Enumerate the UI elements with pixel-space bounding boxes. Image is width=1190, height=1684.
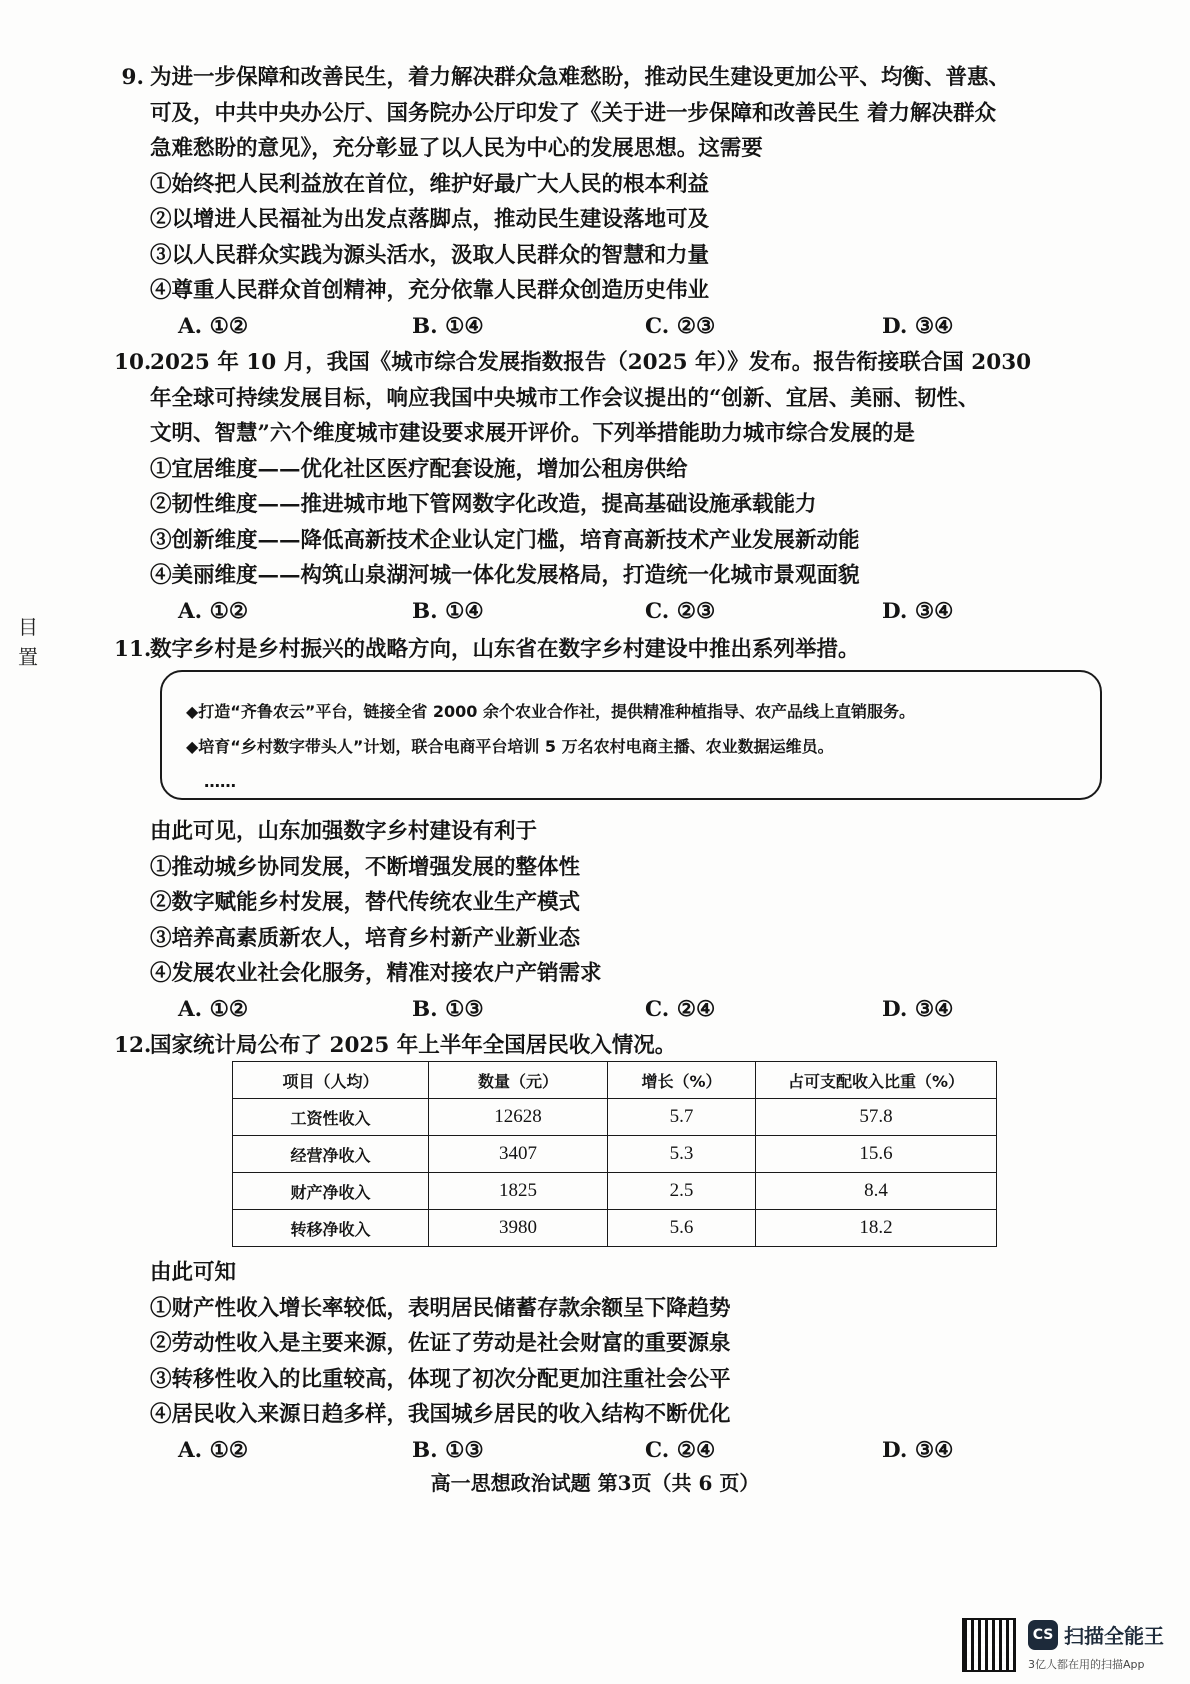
table-row: [233, 1173, 997, 1210]
table-cell: 经营净收入: [233, 1136, 429, 1173]
statement-2: ②数字赋能乡村发展，替代传统农业生产模式: [150, 890, 581, 915]
stem-line: 文明、智慧”六个维度城市建设要求展开评价。下列举措能助力城市综合发展的是: [150, 421, 915, 446]
answer-options: [150, 309, 1010, 345]
camscanner-logo: CS: [1028, 1620, 1058, 1650]
table-header-row: [233, 1062, 997, 1099]
table-cell: 18.2: [756, 1210, 997, 1247]
stem-line: 数字乡村是乡村振兴的战略方向，山东省在数字乡村建设中推出系列举措。: [150, 637, 860, 662]
stem-line: 急难愁盼的意见》，充分彰显了以人民为中心的发展思想。这需要: [150, 136, 763, 161]
statement-4: ④美丽维度——构筑山泉湖河城一体化发展格局，打造统一化城市景观面貌: [150, 563, 860, 588]
table-cell: 2.5: [608, 1173, 756, 1210]
question-11-stem: [114, 632, 860, 668]
stem-line: 2025 年 10 月，我国《城市综合发展指数报告（2025 年）》发布。报告衔接联合国 2030: [150, 350, 1032, 375]
option-a[interactable]: A. ①②: [178, 313, 249, 339]
statement-2: ②劳动性收入是主要来源，佐证了劳动是社会财富的重要源泉: [150, 1331, 731, 1356]
material-ellipsis: ……: [204, 772, 236, 791]
table-cell: 5.6: [608, 1210, 756, 1247]
question-11-body: [150, 814, 954, 1027]
option-c[interactable]: C. ②④: [645, 1437, 716, 1463]
material-line: ◆打造“齐鲁农云”平台，链接全省 2000 余个农业合作社，提供精准种植指导、农产品线上直销服务。: [186, 702, 916, 721]
answer-options: [150, 1433, 954, 1469]
material-box: [160, 670, 1102, 800]
option-c[interactable]: C. ②③: [645, 313, 716, 339]
statement-1: ①宜居维度——优化社区医疗配套设施，增加公租房供给: [150, 456, 688, 482]
column-header: 项目（人均）: [233, 1062, 429, 1099]
table-cell: 1825: [429, 1173, 608, 1210]
table-cell: 15.6: [756, 1136, 997, 1173]
question-number: 11.: [114, 637, 152, 662]
question-9: [121, 60, 1011, 344]
question-number: 10.: [114, 350, 152, 375]
option-d[interactable]: D. ③④: [882, 598, 954, 624]
column-header: 增长（%）: [608, 1062, 756, 1099]
question-number: 9.: [121, 65, 144, 90]
table-row: [233, 1136, 997, 1173]
stem-line: 可及，中共中央办公厅、国务院办公厅印发了《关于进一步保障和改善民生 着力解决群众: [150, 100, 996, 126]
option-b[interactable]: B. ①③: [412, 996, 484, 1022]
app-name: 扫描全能王: [1064, 1624, 1164, 1648]
statement-1: ①财产性收入增长率较低，表明居民储蓄存款余额呈下降趋势: [150, 1295, 731, 1321]
material-line: ◆培育“乡村数字带头人”计划，联合电商平台培训 5 万名农村电商主播、农业数据运维员。: [186, 737, 834, 756]
statement-1: ①始终把人民利益放在首位，维护好最广大人民的根本利益: [150, 171, 710, 197]
statement-4: ④发展农业社会化服务，精准对接农户产销需求: [150, 961, 602, 986]
table-cell: 财产净收入: [233, 1173, 429, 1210]
option-b[interactable]: B. ①④: [412, 313, 484, 339]
option-b[interactable]: B. ①③: [412, 1437, 484, 1463]
option-d[interactable]: D. ③④: [882, 996, 954, 1022]
answer-options: [150, 992, 954, 1028]
table-cell: 8.4: [756, 1173, 997, 1210]
statement-3: ③以人民群众实践为源头活水，汲取人民群众的智慧和力量: [150, 242, 710, 268]
table-row: [233, 1099, 997, 1136]
stem-line: 为进一步保障和改善民生，着力解决群众急难愁盼，推动民生建设更加公平、均衡、普惠、: [150, 65, 1011, 90]
table-cell: 57.8: [756, 1099, 997, 1136]
binding-margin-mark: 目 置: [18, 615, 38, 669]
option-a[interactable]: A. ①②: [178, 996, 249, 1022]
statement-2: ②以增进人民福祉为出发点落脚点，推动民生建设落地可及: [150, 207, 710, 232]
statement-1: ①推动城乡协同发展，不断增强发展的整体性: [150, 854, 581, 880]
option-d[interactable]: D. ③④: [882, 1437, 954, 1463]
stem-line: 年全球可持续发展目标，响应我国中央城市工作会议提出的“创新、宜居、美丽、韧性、: [150, 385, 980, 411]
option-c[interactable]: C. ②④: [645, 996, 716, 1022]
column-header: 占可支配收入比重（%）: [756, 1062, 997, 1099]
table-cell: 3407: [429, 1136, 608, 1173]
stem-line: 国家统计局公布了 2025 年上半年全国居民收入情况。: [150, 1033, 677, 1058]
table-cell: 3980: [429, 1210, 608, 1247]
question-number: 12.: [114, 1033, 152, 1058]
page-footer: 高一思想政治试题 第3页（共 6 页）: [430, 1471, 760, 1495]
statement-4: ④尊重人民群众首创精神，充分依靠人民群众创造历史伟业: [150, 278, 710, 303]
question-12-body: [150, 1255, 954, 1468]
option-c[interactable]: C. ②③: [645, 598, 716, 624]
table-cell: 5.3: [608, 1136, 756, 1173]
scanner-watermark: [962, 1618, 1172, 1674]
app-tagline: 3亿人都在用的扫描App: [1028, 1658, 1145, 1671]
table-cell: 12628: [429, 1099, 608, 1136]
option-d[interactable]: D. ③④: [882, 313, 954, 339]
answer-options: [150, 594, 1031, 630]
statement-3: ③创新维度——降低高新技术企业认定门槛，培育高新技术产业发展新动能: [150, 527, 860, 553]
statement-3: ③培养高素质新农人，培育乡村新产业新业态: [150, 925, 581, 951]
question-12-stem: [114, 1028, 677, 1064]
lead-line: 由此可见，山东加强数字乡村建设有利于: [150, 819, 538, 844]
statement-2: ②韧性维度——推进城市地下管网数字化改造，提高基础设施承载能力: [150, 492, 817, 517]
statement-3: ③转移性收入的比重较高，体现了初次分配更加注重社会公平: [150, 1366, 731, 1392]
option-b[interactable]: B. ①④: [412, 598, 484, 624]
table-cell: 5.7: [608, 1099, 756, 1136]
qr-code-icon: [962, 1618, 1016, 1672]
table-row: [233, 1210, 997, 1247]
lead-line: 由此可知: [150, 1260, 237, 1285]
option-a[interactable]: A. ①②: [178, 598, 249, 624]
income-table: [232, 1061, 997, 1247]
statement-4: ④居民收入来源日趋多样，我国城乡居民的收入结构不断优化: [150, 1402, 731, 1427]
option-a[interactable]: A. ①②: [178, 1437, 249, 1463]
table-cell: 转移净收入: [233, 1210, 429, 1247]
column-header: 数量（元）: [429, 1062, 608, 1099]
question-10: [114, 345, 1032, 629]
table-cell: 工资性收入: [233, 1099, 429, 1136]
